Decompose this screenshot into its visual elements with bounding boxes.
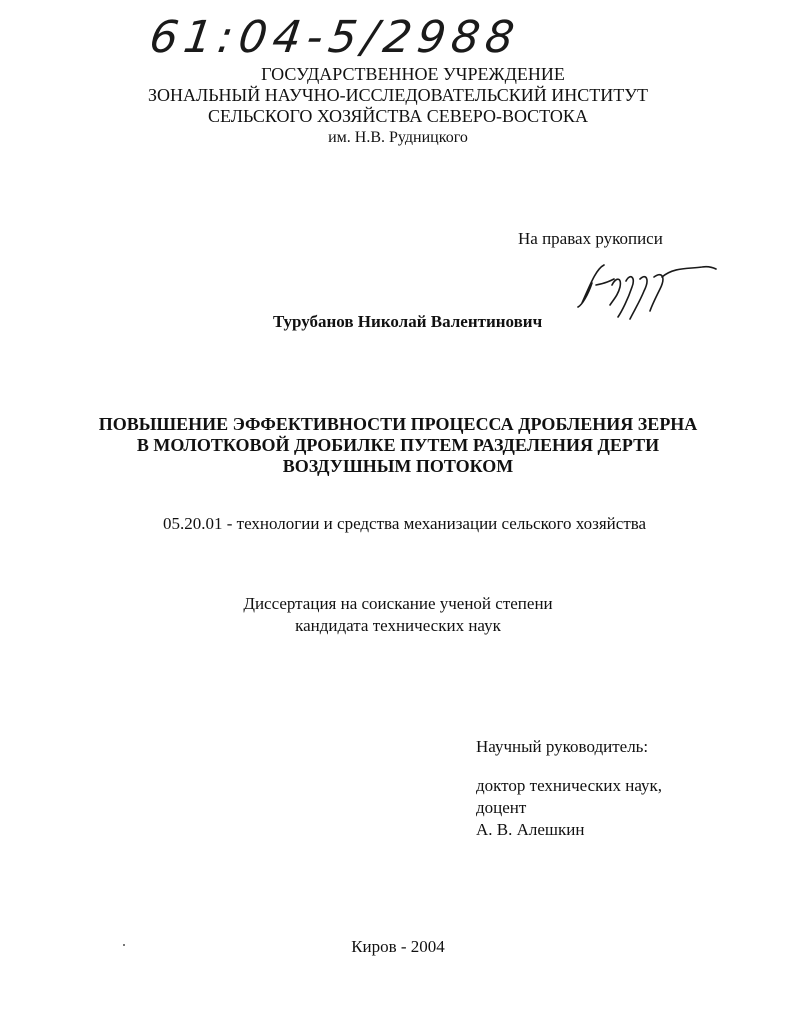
supervisor-name: А. В. Алешкин: [476, 820, 585, 839]
author-name: Турубанов Николай Валентинович: [273, 312, 543, 331]
degree-statement-line-1: Диссертация на соискание ученой степени: [243, 594, 553, 613]
city-year: Киров - 2004: [351, 937, 445, 956]
institution-line-4: им. Н.В. Рудницкого: [328, 129, 468, 146]
institution-line-2: ЗОНАЛЬНЫЙ НАУЧНО-ИССЛЕДОВАТЕЛЬСКИЙ ИНСТИТУТ: [147, 85, 649, 105]
manuscript-rights-note: На правах рукописи: [518, 229, 663, 248]
institution-line-3: СЕЛЬСКОГО ХОЗЯЙСТВА СЕВЕРО-ВОСТОКА: [208, 106, 588, 126]
dissertation-title-line-2: В МОЛОТКОВОЙ ДРОБИЛКЕ ПУТЕМ РАЗДЕЛЕНИЯ ДЕРТИ: [136, 435, 660, 455]
scan-speck: [123, 944, 125, 946]
institution-line-1: ГОСУДАРСТВЕННОЕ УЧРЕЖДЕНИЕ: [261, 64, 565, 84]
supervisor-label: Научный руководитель:: [476, 737, 649, 756]
supervisor-rank: доцент: [476, 798, 527, 817]
dissertation-title-line-3: ВОЗДУШНЫМ ПОТОКОМ: [282, 456, 514, 476]
archive-number-handwritten: 61:04-5/2988: [146, 12, 524, 63]
degree-statement-line-2: кандидата технических наук: [295, 616, 501, 635]
supervisor-degree: доктор технических наук,: [476, 776, 663, 795]
specialty-code: 05.20.01 - технологии и средства механизации сельского хозяйства: [163, 514, 647, 533]
dissertation-title-line-1: ПОВЫШЕНИЕ ЭФФЕКТИВНОСТИ ПРОЦЕССА ДРОБЛЕНИЯ ЗЕРНА: [98, 414, 698, 434]
author-signature: [570, 255, 720, 325]
